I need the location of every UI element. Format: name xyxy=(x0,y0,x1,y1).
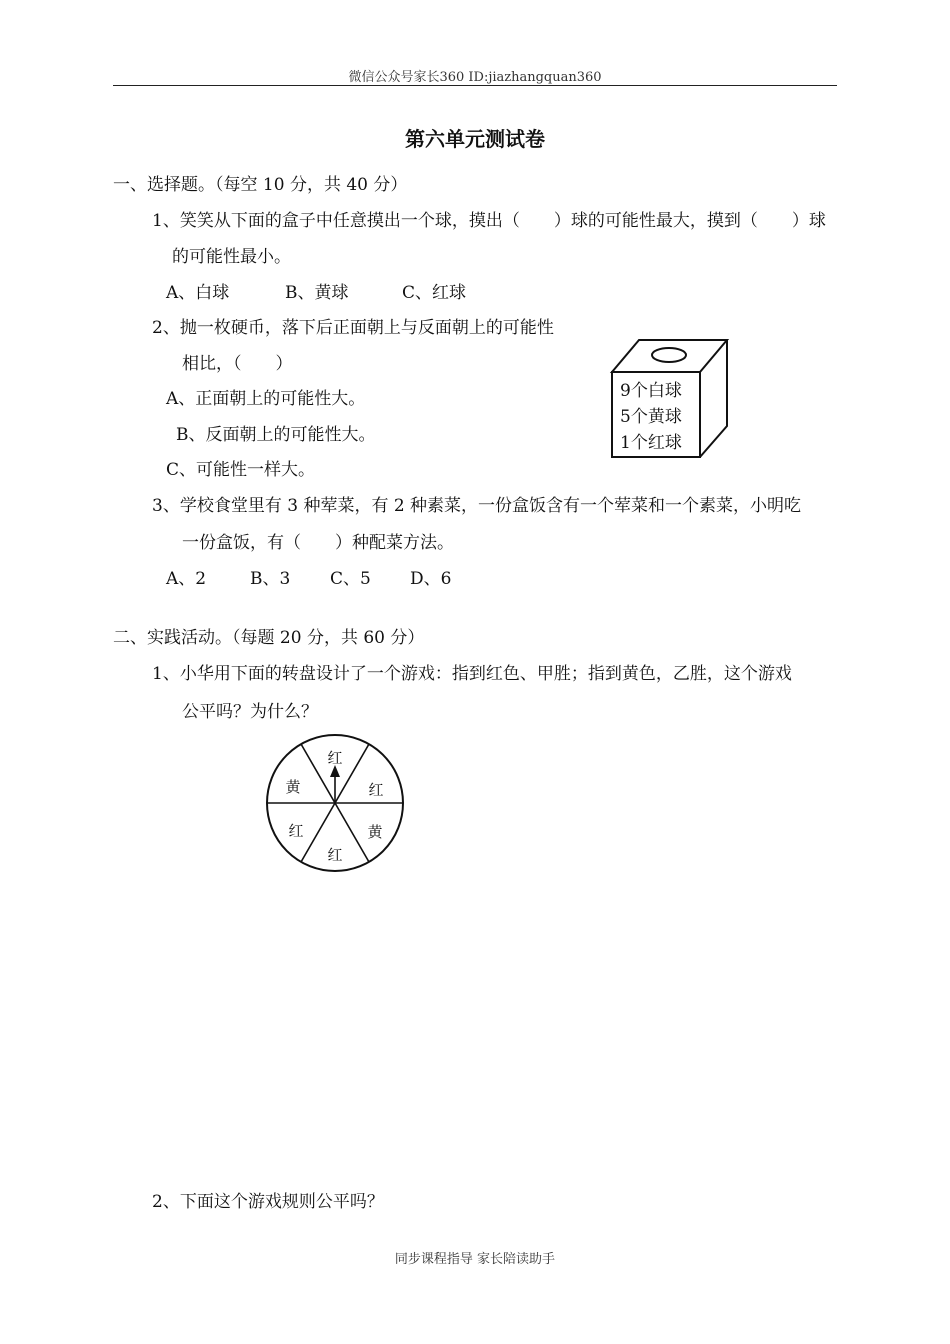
q1-option-b: B、黄球 xyxy=(285,283,349,303)
q2-line2: 相比，（ ） xyxy=(182,354,293,374)
s2-q2-line1: 2、下面这个游戏规则公平吗？ xyxy=(152,1192,384,1212)
header-rule xyxy=(113,85,837,86)
q2-option-b: B、反面朝上的可能性大。 xyxy=(176,425,376,445)
q3-option-b: B、3 xyxy=(250,569,291,589)
q1-option-a: A、白球 xyxy=(166,283,230,303)
q3-option-a: A、2 xyxy=(166,569,207,589)
q2-option-c: C、可能性一样大。 xyxy=(166,460,316,480)
ball-box-figure xyxy=(606,334,732,460)
sector-label-upper-right: 红 xyxy=(368,781,384,799)
sector-label-bottom: 红 xyxy=(327,846,343,864)
s2-q1-line1: 1、小华用下面的转盘设计了一个游戏：指到红色、甲胜；指到黄色，乙胜，这个游戏 xyxy=(152,664,792,684)
q2-line1: 2、抛一枚硬币，落下后正面朝上与反面朝上的可能性 xyxy=(152,318,554,338)
page-footer: 同步课程指导 家长陪读助手 xyxy=(394,1252,556,1267)
q1-line2: 的可能性最小。 xyxy=(172,247,291,267)
section1-heading: 一、选择题。（每空 10 分，共 40 分） xyxy=(113,175,408,195)
sector-label-lower-left: 红 xyxy=(288,822,304,840)
sector-label-upper-left: 黄 xyxy=(285,778,301,796)
q3-option-d: D、6 xyxy=(410,569,452,589)
q3-option-c: C、5 xyxy=(330,569,371,589)
spinner-figure xyxy=(263,733,407,877)
q3-line1: 3、学校食堂里有 3 种荤菜，有 2 种素菜，一份盒饭含有一个荤菜和一个素菜，小明吃 xyxy=(152,496,802,516)
q1-line1: 1、笑笑从下面的盒子中任意摸出一个球，摸出（ ）球的可能性最大，摸到（ ）球 xyxy=(152,211,826,231)
box-label-red: 1个红球 xyxy=(620,433,682,453)
box-label-white: 9个白球 xyxy=(620,381,682,401)
q1-option-c: C、红球 xyxy=(402,283,467,303)
s2-q1-line2: 公平吗？为什么？ xyxy=(182,702,318,722)
page-header: 微信公众号家长360 ID:jiazhangquan360 xyxy=(348,70,602,85)
section2-heading: 二、实践活动。（每题 20 分，共 60 分） xyxy=(113,628,425,648)
q3-line2: 一份盒饭，有（ ）种配菜方法。 xyxy=(182,533,454,553)
sector-label-top: 红 xyxy=(327,749,343,767)
box-label-yellow: 5个黄球 xyxy=(620,407,682,427)
q2-option-a: A、正面朝上的可能性大。 xyxy=(166,389,366,409)
page-title: 第六单元测试卷 xyxy=(405,127,545,151)
sector-label-lower-right: 黄 xyxy=(367,823,383,841)
